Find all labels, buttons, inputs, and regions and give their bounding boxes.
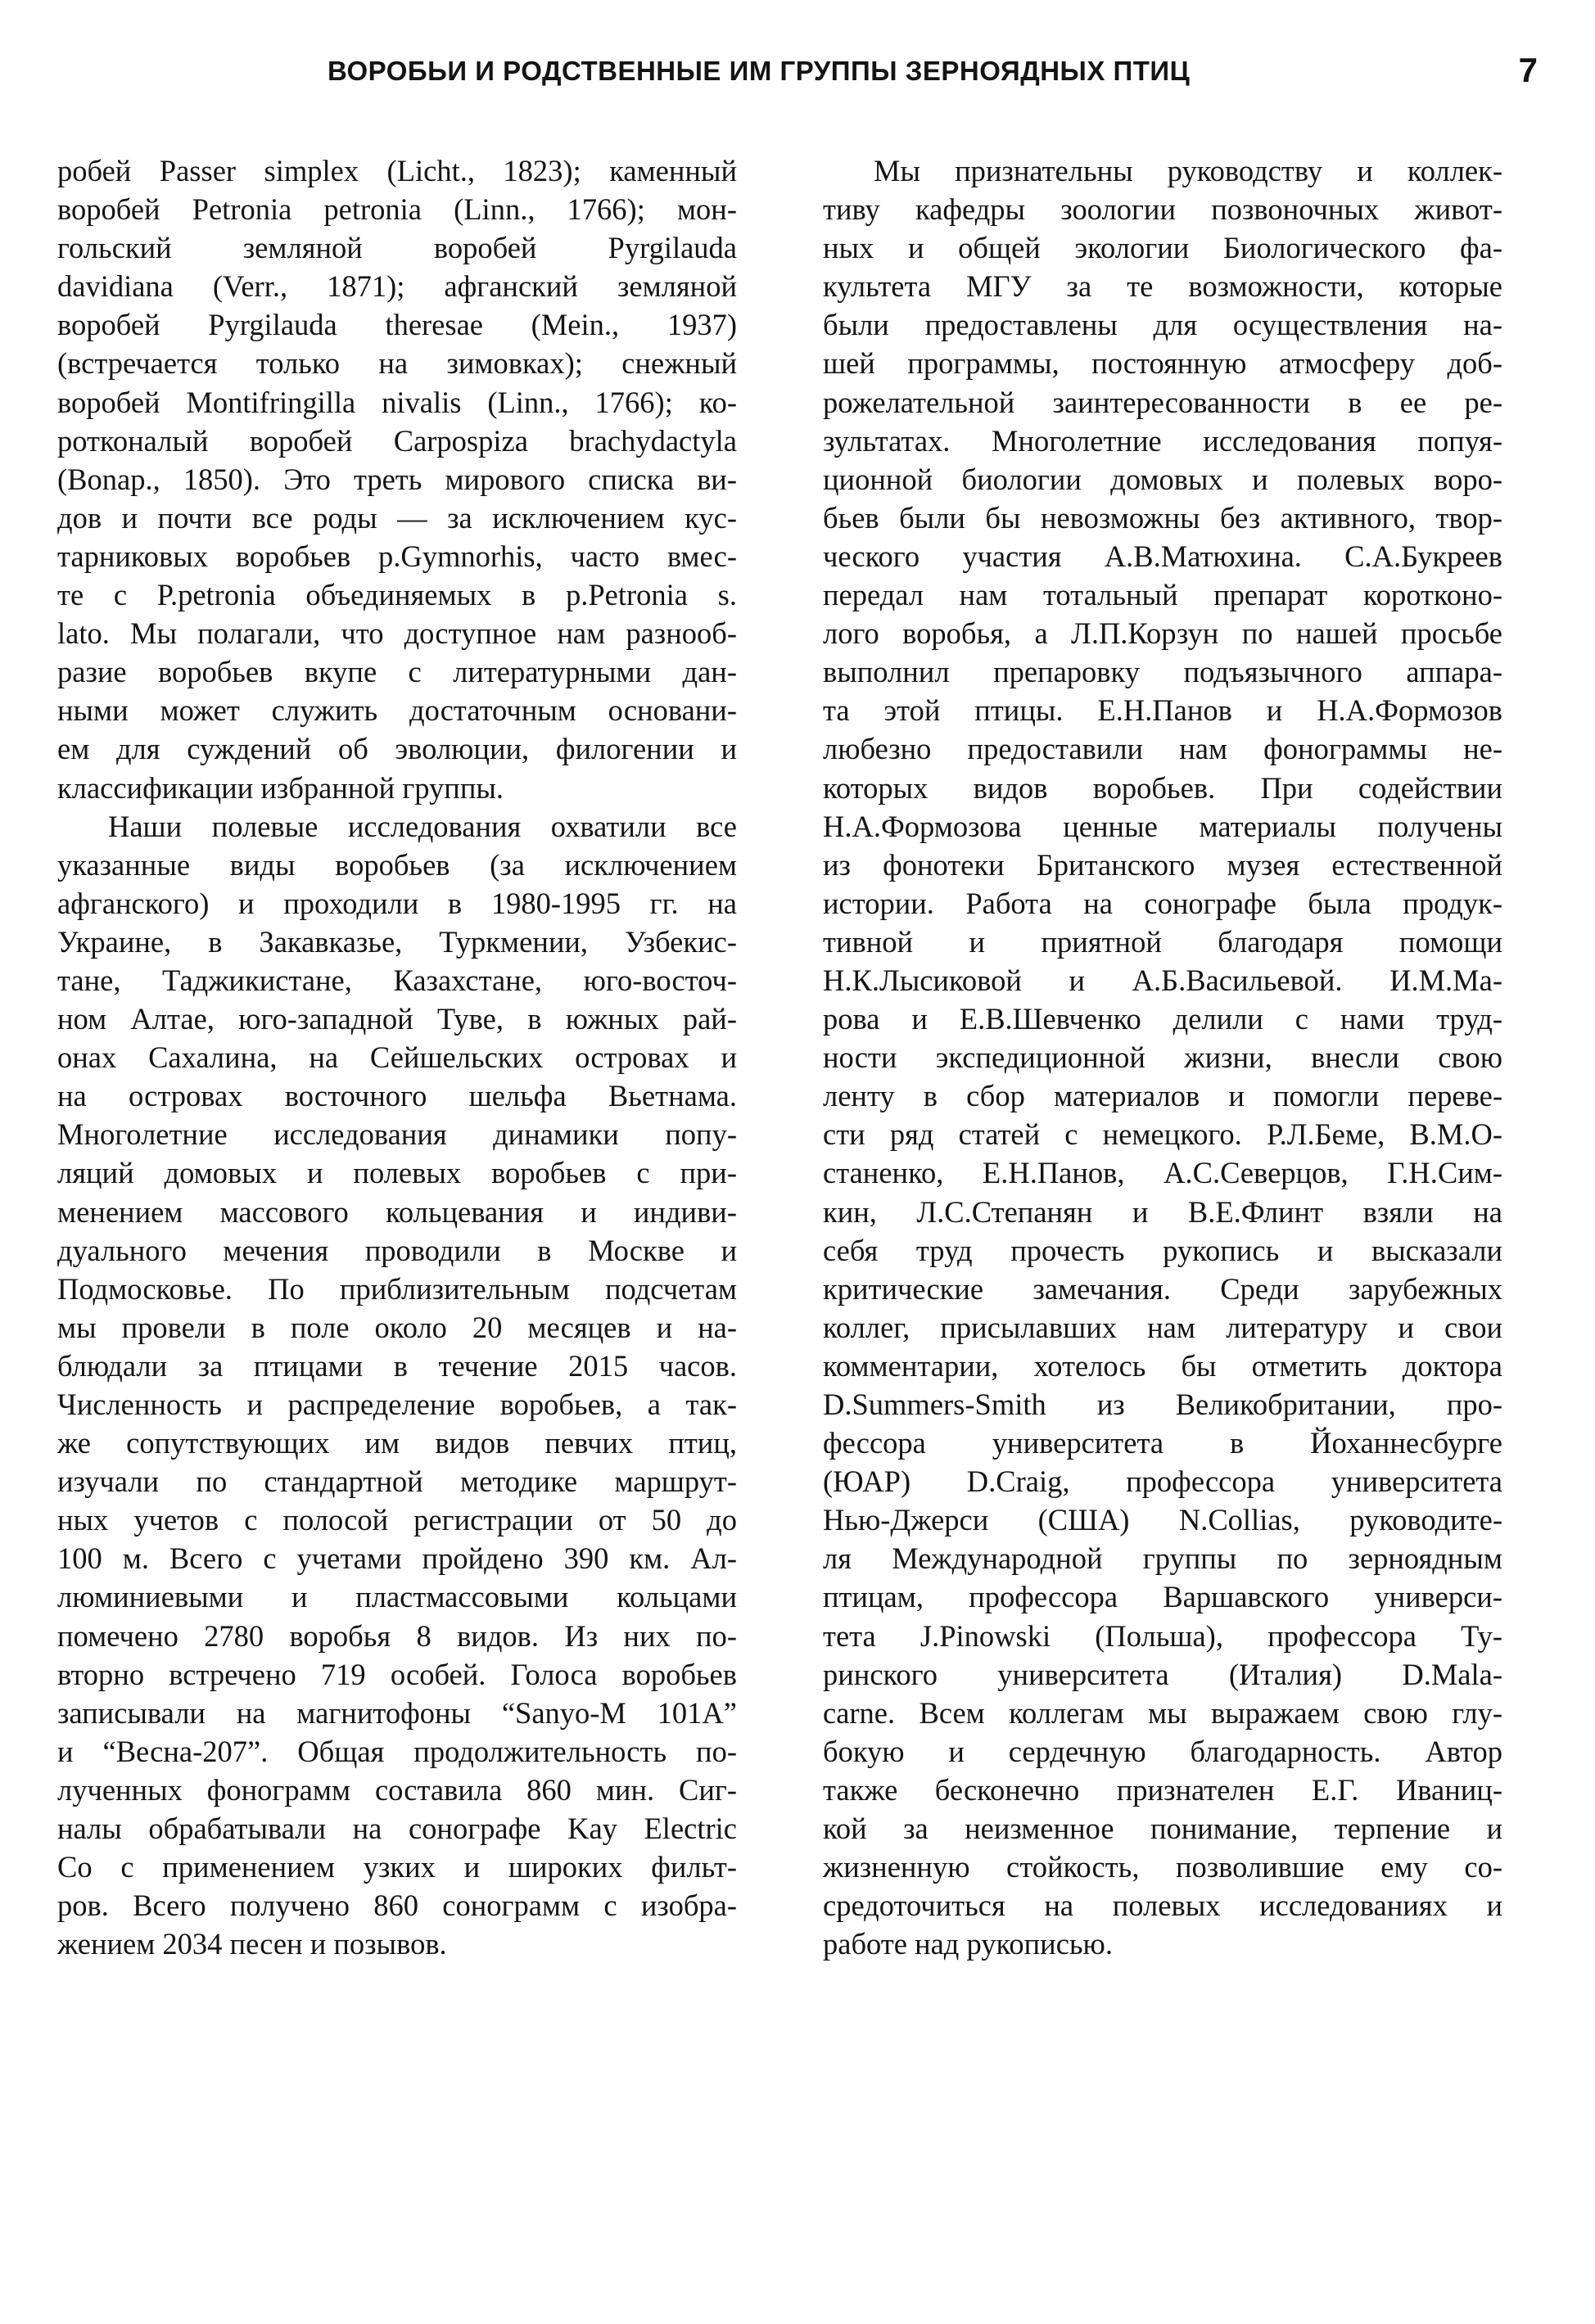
text-line: на островах восточного шельфа Вьетнама. [57, 1079, 737, 1113]
text-line: кой за неизменное понимание, терпение и [823, 1812, 1502, 1846]
text-line: ринского университета (Италия) D.Mala- [823, 1657, 1502, 1691]
paragraph [57, 807, 737, 1964]
page-number: 7 [1518, 51, 1538, 89]
text-line: Co с применением узких и широких фильт- [57, 1850, 737, 1884]
text-line: ном Алтае, юго-западной Туве, в южных рай- [57, 1002, 737, 1036]
text-line: Мы признательны руководству и коллек- [874, 154, 1502, 187]
text-line: ротконалый воробей Carpospiza brachydactyla [57, 423, 737, 458]
text-line: тивной и приятной благодаря помощи [823, 924, 1502, 959]
text-line: Н.А.Формозова ценные материалы получены [823, 809, 1502, 843]
text-line: же сопутствующих им видов певчих птиц, [57, 1426, 737, 1460]
text-line: менением массового кольцевания и индиви- [57, 1194, 737, 1229]
text-line: жением 2034 песен и позывов. [57, 1927, 447, 1961]
text-line: тане, Таджикистане, Казахстане, юго-восточ- [57, 963, 737, 997]
text-line: дов и почти все роды — за исключением кус- [57, 500, 737, 535]
text-line: лученных фонограмм составила 860 мин. Сиг- [57, 1772, 737, 1807]
text-line: ля Международной группы по зерноядным [823, 1541, 1502, 1576]
text-line: фессора университета в Йоханнесбурге [823, 1426, 1502, 1460]
text-line: ными может служить достаточным основани- [57, 693, 737, 728]
text-line: афганского) и проходили в 1980-1995 гг. на [57, 886, 737, 920]
text-line: были предоставлены для осуществления на- [823, 308, 1502, 342]
text-line: выполнил препаровку подъязычного аппара- [823, 655, 1502, 689]
text-line: carne. Всем коллегам мы выражаем свою глу- [823, 1695, 1502, 1730]
text-line: Украине, в Закавказье, Туркмении, Узбекис- [57, 924, 737, 959]
text-line: сти ряд статей с немецкого. Р.Л.Беме, В.М.О- [823, 1117, 1502, 1152]
text-line: бьев были бы невозможны без активного, твор- [823, 500, 1502, 535]
text-line: та этой птицы. Е.Н.Панов и Н.А.Формозов [823, 693, 1502, 728]
text-line: зультатах. Многолетние исследования попуя- [823, 423, 1502, 458]
text-line: лого воробья, а Л.П.Корзун по нашей просьбе [823, 616, 1502, 651]
running-head [57, 51, 1538, 105]
text-line: передал нам тотальный препарат коротконо- [823, 578, 1502, 612]
text-line: робей Passer simplex (Licht., 1823); каменный [57, 154, 737, 187]
running-title: ВОРОБЬИ И РОДСТВЕННЫЕ ИМ ГРУППЫ ЗЕРНОЯДНЫХ ПТИЦ [328, 56, 1191, 86]
text-line: рова и Е.В.Шевченко делили с нами труд- [823, 1002, 1502, 1036]
text-line: (Bonap., 1850). Это треть мирового списка ви- [57, 462, 737, 496]
text-line: птицам, профессора Варшавского универси- [823, 1580, 1502, 1614]
text-line: также бесконечно признателен Е.Г. Иваниц- [823, 1772, 1502, 1807]
text-line: себя труд прочесть рукопись и высказали [823, 1233, 1502, 1267]
text-line: шей программы, постоянную атмосферу доб- [823, 346, 1502, 381]
text-line: налы обрабатывали на сонографе Kay Electric [57, 1812, 737, 1846]
text-line: ляций домовых и полевых воробьев с при- [57, 1156, 737, 1190]
text-line: тарниковых воробьев p.Gymnorhis, часто вмес- [57, 539, 737, 573]
text-line: Нью-Джерси (США) N.Collias, руководите- [823, 1503, 1502, 1537]
text-line: помечено 2780 воробья 8 видов. Из них по- [57, 1618, 737, 1653]
text-line: указанные виды воробьев (за исключением [57, 847, 737, 882]
text-line: работе над рукописью. [823, 1927, 1113, 1961]
text-line: рожелательной заинтересованности в ее ре- [823, 385, 1502, 419]
text-line: гольский земляной воробей Pyrgilauda [57, 231, 737, 265]
text-line: тета J.Pinowski (Польша), профессора Ту- [823, 1618, 1502, 1653]
text-line: изучали по стандартной методике маршрут- [57, 1464, 737, 1499]
text-line: любезно предоставили нам фонограммы не- [823, 732, 1502, 766]
text-line: davidiana (Verr., 1871); афганский земляной [57, 269, 737, 304]
text-line: которых видов воробьев. При содействии [823, 770, 1502, 805]
text-line: тиву кафедры зоологии позвоночных живот- [823, 192, 1502, 227]
text-line: ных и общей экологии Биологического фа- [823, 231, 1502, 265]
text-line: истории. Работа на сонографе была продук- [823, 886, 1502, 920]
left-column [57, 151, 737, 1963]
text-line: жизненную стойкость, позволившие ему со- [823, 1850, 1502, 1884]
text-line: критические замечания. Среди зарубежных [823, 1271, 1502, 1306]
text-line: ности экспедиционной жизни, внесли свою [823, 1040, 1502, 1075]
text-line: станенко, Е.Н.Панов, А.С.Северцов, Г.Н.Сим- [823, 1156, 1502, 1190]
text-line: культета МГУ за те возможности, которые [823, 269, 1502, 304]
paragraph [823, 151, 1502, 1963]
text-line: 100 м. Всего с учетами пройдено 390 км. Ал- [57, 1541, 737, 1576]
text-line: ров. Всего получено 860 сонограмм с изобра- [57, 1889, 737, 1923]
text-line: записывали на магнитофоны “Sanyo-M 101A” [57, 1695, 737, 1730]
text-line: онах Сахалина, на Сейшельских островах и [57, 1040, 737, 1075]
text-line: коллег, присылавших нам литературу и свои [823, 1310, 1502, 1344]
text-line: те с P.petronia объединяемых в p.Petronia s. [57, 578, 737, 612]
text-line: D.Summers-Smith из Великобритании, про- [823, 1388, 1502, 1421]
text-line: бокую и сердечную благодарность. Автор [823, 1734, 1502, 1768]
text-line: Многолетние исследования динамики попу- [57, 1117, 737, 1152]
text-line: Численность и распределение воробьев, а так- [57, 1388, 737, 1421]
text-line: ционной биологии домовых и полевых воро- [823, 462, 1502, 496]
text-line: Н.К.Лысиковой и А.Б.Васильевой. И.М.Ма- [823, 963, 1502, 997]
text-line: люминиевыми и пластмассовыми кольцами [57, 1580, 737, 1614]
text-line: из фонотеки Британского музея естественной [823, 847, 1502, 882]
text-line: lato. Мы полагали, что доступное нам разнооб- [57, 616, 737, 651]
text-line: воробей Pyrgilauda theresae (Mein., 1937) [57, 308, 737, 342]
text-line: воробей Petronia petronia (Linn., 1766); мон- [57, 192, 737, 227]
text-line: комментарии, хотелось бы отметить доктора [823, 1348, 1502, 1383]
text-line: блюдали за птицами в течение 2015 часов. [57, 1348, 737, 1383]
text-line: Подмосковье. По приблизительным подсчетам [57, 1271, 737, 1306]
text-line: и “Весна-207”. Общая продолжительность по- [57, 1734, 737, 1768]
text-line: ческого участия А.В.Матюхина. С.А.Букреев [823, 539, 1502, 573]
text-line: ных учетов с полосой регистрации от 50 до [57, 1503, 737, 1537]
text-line: классификации избранной группы. [57, 770, 504, 805]
text-line: ем для суждений об эволюции, филогении и [57, 732, 737, 766]
text-line: кин, Л.С.Степанян и В.Е.Флинт взяли на [823, 1194, 1502, 1229]
text-line: (встречается только на зимовках); снежный [57, 346, 737, 381]
text-line: мы провели в поле около 20 месяцев и на- [57, 1310, 737, 1344]
text-line: разие воробьев вкупе с литературными дан- [57, 655, 737, 689]
text-line: (ЮАР) D.Craig, профессора университета [823, 1464, 1502, 1499]
text-line: Наши полевые исследования охватили все [108, 809, 737, 843]
text-line: вторно встречено 719 особей. Голоса воробьев [57, 1657, 737, 1691]
text-line: средоточиться на полевых исследованиях и [823, 1889, 1502, 1923]
text-line: воробей Montifringilla nivalis (Linn., 1766); ко- [57, 385, 737, 419]
text-line: ленту в сбор материалов и помогли переве- [823, 1079, 1502, 1113]
paragraph [57, 151, 737, 807]
text-line: дуального мечения проводили в Москве и [57, 1233, 737, 1267]
right-column [823, 151, 1502, 1963]
